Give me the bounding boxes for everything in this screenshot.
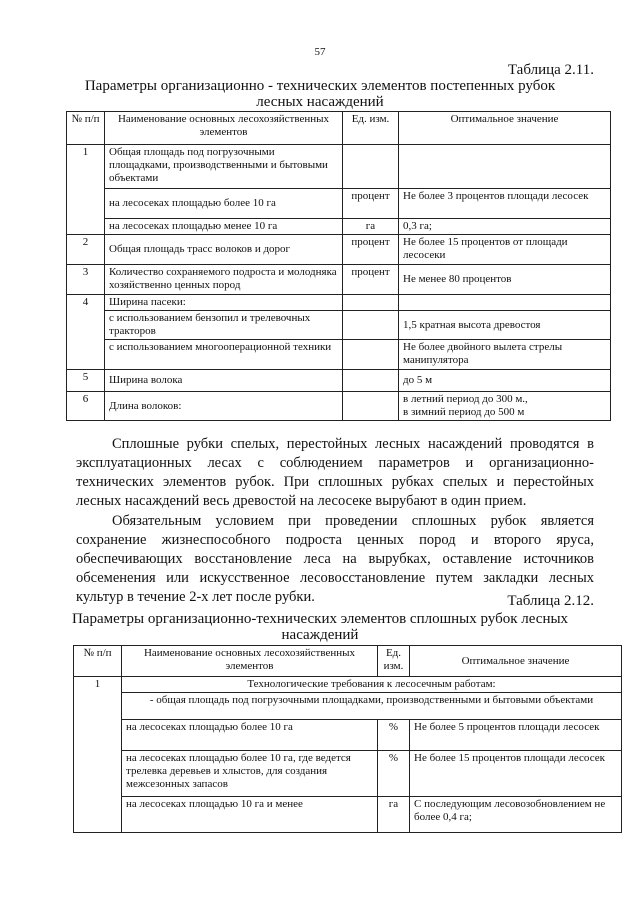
table1-row5-name: Ширина волока <box>105 370 343 392</box>
table1-row6-value-line2: в зимний период до 500 м <box>403 406 525 418</box>
table-row <box>74 751 622 797</box>
table1-header-unit: Ед. изм. <box>343 112 399 145</box>
table1-row4-value <box>399 295 611 311</box>
table1-header-row <box>67 112 611 145</box>
table2-row1c-value: С последующим лесовозобновлением не более 0,4 га; <box>410 797 622 833</box>
table2-row1a-value: Не более 5 процентов площади лесосек <box>410 720 622 751</box>
table2-title <box>60 611 580 643</box>
table2-row1a-name: на лесосеках площадью более 10 га <box>122 720 378 751</box>
table2 <box>73 645 622 833</box>
table-row <box>67 370 611 392</box>
table1-row3-num: 3 <box>67 265 105 295</box>
table-row <box>67 235 611 265</box>
table1-row1-value <box>399 145 611 189</box>
table1-row4-name: Ширина пасеки: <box>105 295 343 311</box>
table1-row4b-name: с использованием многооперационной техники <box>105 340 343 370</box>
table1-row1-unit <box>343 145 399 189</box>
table1-row2-num: 2 <box>67 235 105 265</box>
table1-row1b-name: на лесосеках площадью менее 10 га <box>105 219 343 235</box>
table1-row6-unit <box>343 392 399 421</box>
table-row <box>74 797 622 833</box>
table1 <box>66 111 611 421</box>
table-row <box>67 311 611 340</box>
table1-title <box>60 78 580 110</box>
table1-row1-name: Общая площадь под погрузочными площадками, производственными и бытовыми объектами <box>105 145 343 189</box>
table2-title-line1: Параметры организационно-технических элементов сплошных рубок лесных <box>71 611 569 627</box>
table1-row4b-unit <box>343 340 399 370</box>
table2-row1b-name: на лесосеках площадью более 10 га, где ведется трелевка деревьев и хлыстов, для создания межсезонных запасов <box>122 751 378 797</box>
table1-row1a-value: Не более 3 процентов площади лесосек <box>399 189 611 219</box>
table2-caption: Таблица 2.12. <box>507 593 594 609</box>
table1-row1b-value: 0,3 га; <box>399 219 611 235</box>
table1-row4a-value: 1,5 кратная высота древостоя <box>399 311 611 340</box>
table1-row2-value: Не более 15 процентов от площади лесосеки <box>399 235 611 265</box>
table1-header-num: № п/п <box>67 112 105 145</box>
table1-row5-num: 5 <box>67 370 105 392</box>
table2-title-line2: насаждений <box>281 627 359 643</box>
table2-row1b-unit: % <box>378 751 410 797</box>
table1-row1a-unit: процент <box>343 189 399 219</box>
table-row <box>67 295 611 311</box>
table-row <box>67 340 611 370</box>
table1-row6-value-line1: в летний период до 300 м., <box>403 393 528 405</box>
table1-row6-value <box>399 392 611 421</box>
table1-row1b-unit: га <box>343 219 399 235</box>
body-paragraph-2: Обязательным условием при проведении сплошных рубок является сохранение жизнеспособного подроста ценных пород и второго яруса, обеспечивающих восстановление леса на вырубках, оставление источников обсеменения или искусственное лесовосстановление путем закладки лесных культур в течение 2-х лет после рубки. <box>76 513 594 605</box>
table2-row1a-unit: % <box>378 720 410 751</box>
table-row <box>67 392 611 421</box>
table-row <box>67 219 611 235</box>
table-row <box>74 693 622 720</box>
table1-title-line2: лесных насаждений <box>256 94 384 110</box>
table2-row1-sub: - общая площадь под погрузочными площадками, производственными и бытовыми объектами <box>122 693 622 720</box>
table2-row1-num: 1 <box>74 677 122 833</box>
table2-header-unit: Ед. изм. <box>378 646 410 677</box>
table-row <box>67 145 611 189</box>
table1-caption: Таблица 2.11. <box>507 62 594 78</box>
table1-row6-num: 6 <box>67 392 105 421</box>
table1-row3-value: Не менее 80 процентов <box>399 265 611 295</box>
table2-header-name: Наименование основных лесохозяйственных элементов <box>122 646 378 677</box>
table1-row5-value: до 5 м <box>399 370 611 392</box>
table1-row2-unit: процент <box>343 235 399 265</box>
table2-row1c-unit: га <box>378 797 410 833</box>
table1-row4a-unit <box>343 311 399 340</box>
table1-row1a-name: на лесосеках площадью более 10 га <box>105 189 343 219</box>
table1-row4-num: 4 <box>67 295 105 370</box>
table2-row1b-value: Не более 15 процентов площади лесосек <box>410 751 622 797</box>
table1-row6-name: Длина волоков: <box>105 392 343 421</box>
table1-row5-unit <box>343 370 399 392</box>
table-row <box>74 720 622 751</box>
table1-row3-name: Количество сохраняемого подроста и молодняка хозяйственно ценных пород <box>105 265 343 295</box>
table2-header-row <box>74 646 622 677</box>
table1-header-name: Наименование основных лесохозяйственных элементов <box>105 112 343 145</box>
table-row <box>74 677 622 693</box>
table-row <box>67 189 611 219</box>
table1-row1-num: 1 <box>67 145 105 235</box>
table1-row3-unit: процент <box>343 265 399 295</box>
page-number: 57 <box>314 46 326 58</box>
body-paragraph-1: Сплошные рубки спелых, перестойных лесных насаждений проводятся в эксплуатационных лесах с соблюдением параметров и организационно-технических элементов рубок. При сплошных рубках спелых и перестойных лесных насаждений весь древостой на лесосеке вырубают в один прием. <box>76 436 594 509</box>
table2-header-value: Оптимальное значение <box>410 646 622 677</box>
table-row <box>67 265 611 295</box>
table1-row4-unit <box>343 295 399 311</box>
table1-title-line1: Параметры организационно - технических элементов постепенных рубок <box>84 78 556 94</box>
table2-row1c-name: на лесосеках площадью 10 га и менее <box>122 797 378 833</box>
table2-header-num: № п/п <box>74 646 122 677</box>
table1-row4a-name: с использованием бензопил и трелевочных тракторов <box>105 311 343 340</box>
table2-row1-title: Технологические требования к лесосечным работам: <box>122 677 622 693</box>
table1-row2-name: Общая площадь трасс волоков и дорог <box>105 235 343 265</box>
table1-header-value: Оптимальное значение <box>399 112 611 145</box>
table1-row4b-value: Не более двойного вылета стрелы манипулятора <box>399 340 611 370</box>
